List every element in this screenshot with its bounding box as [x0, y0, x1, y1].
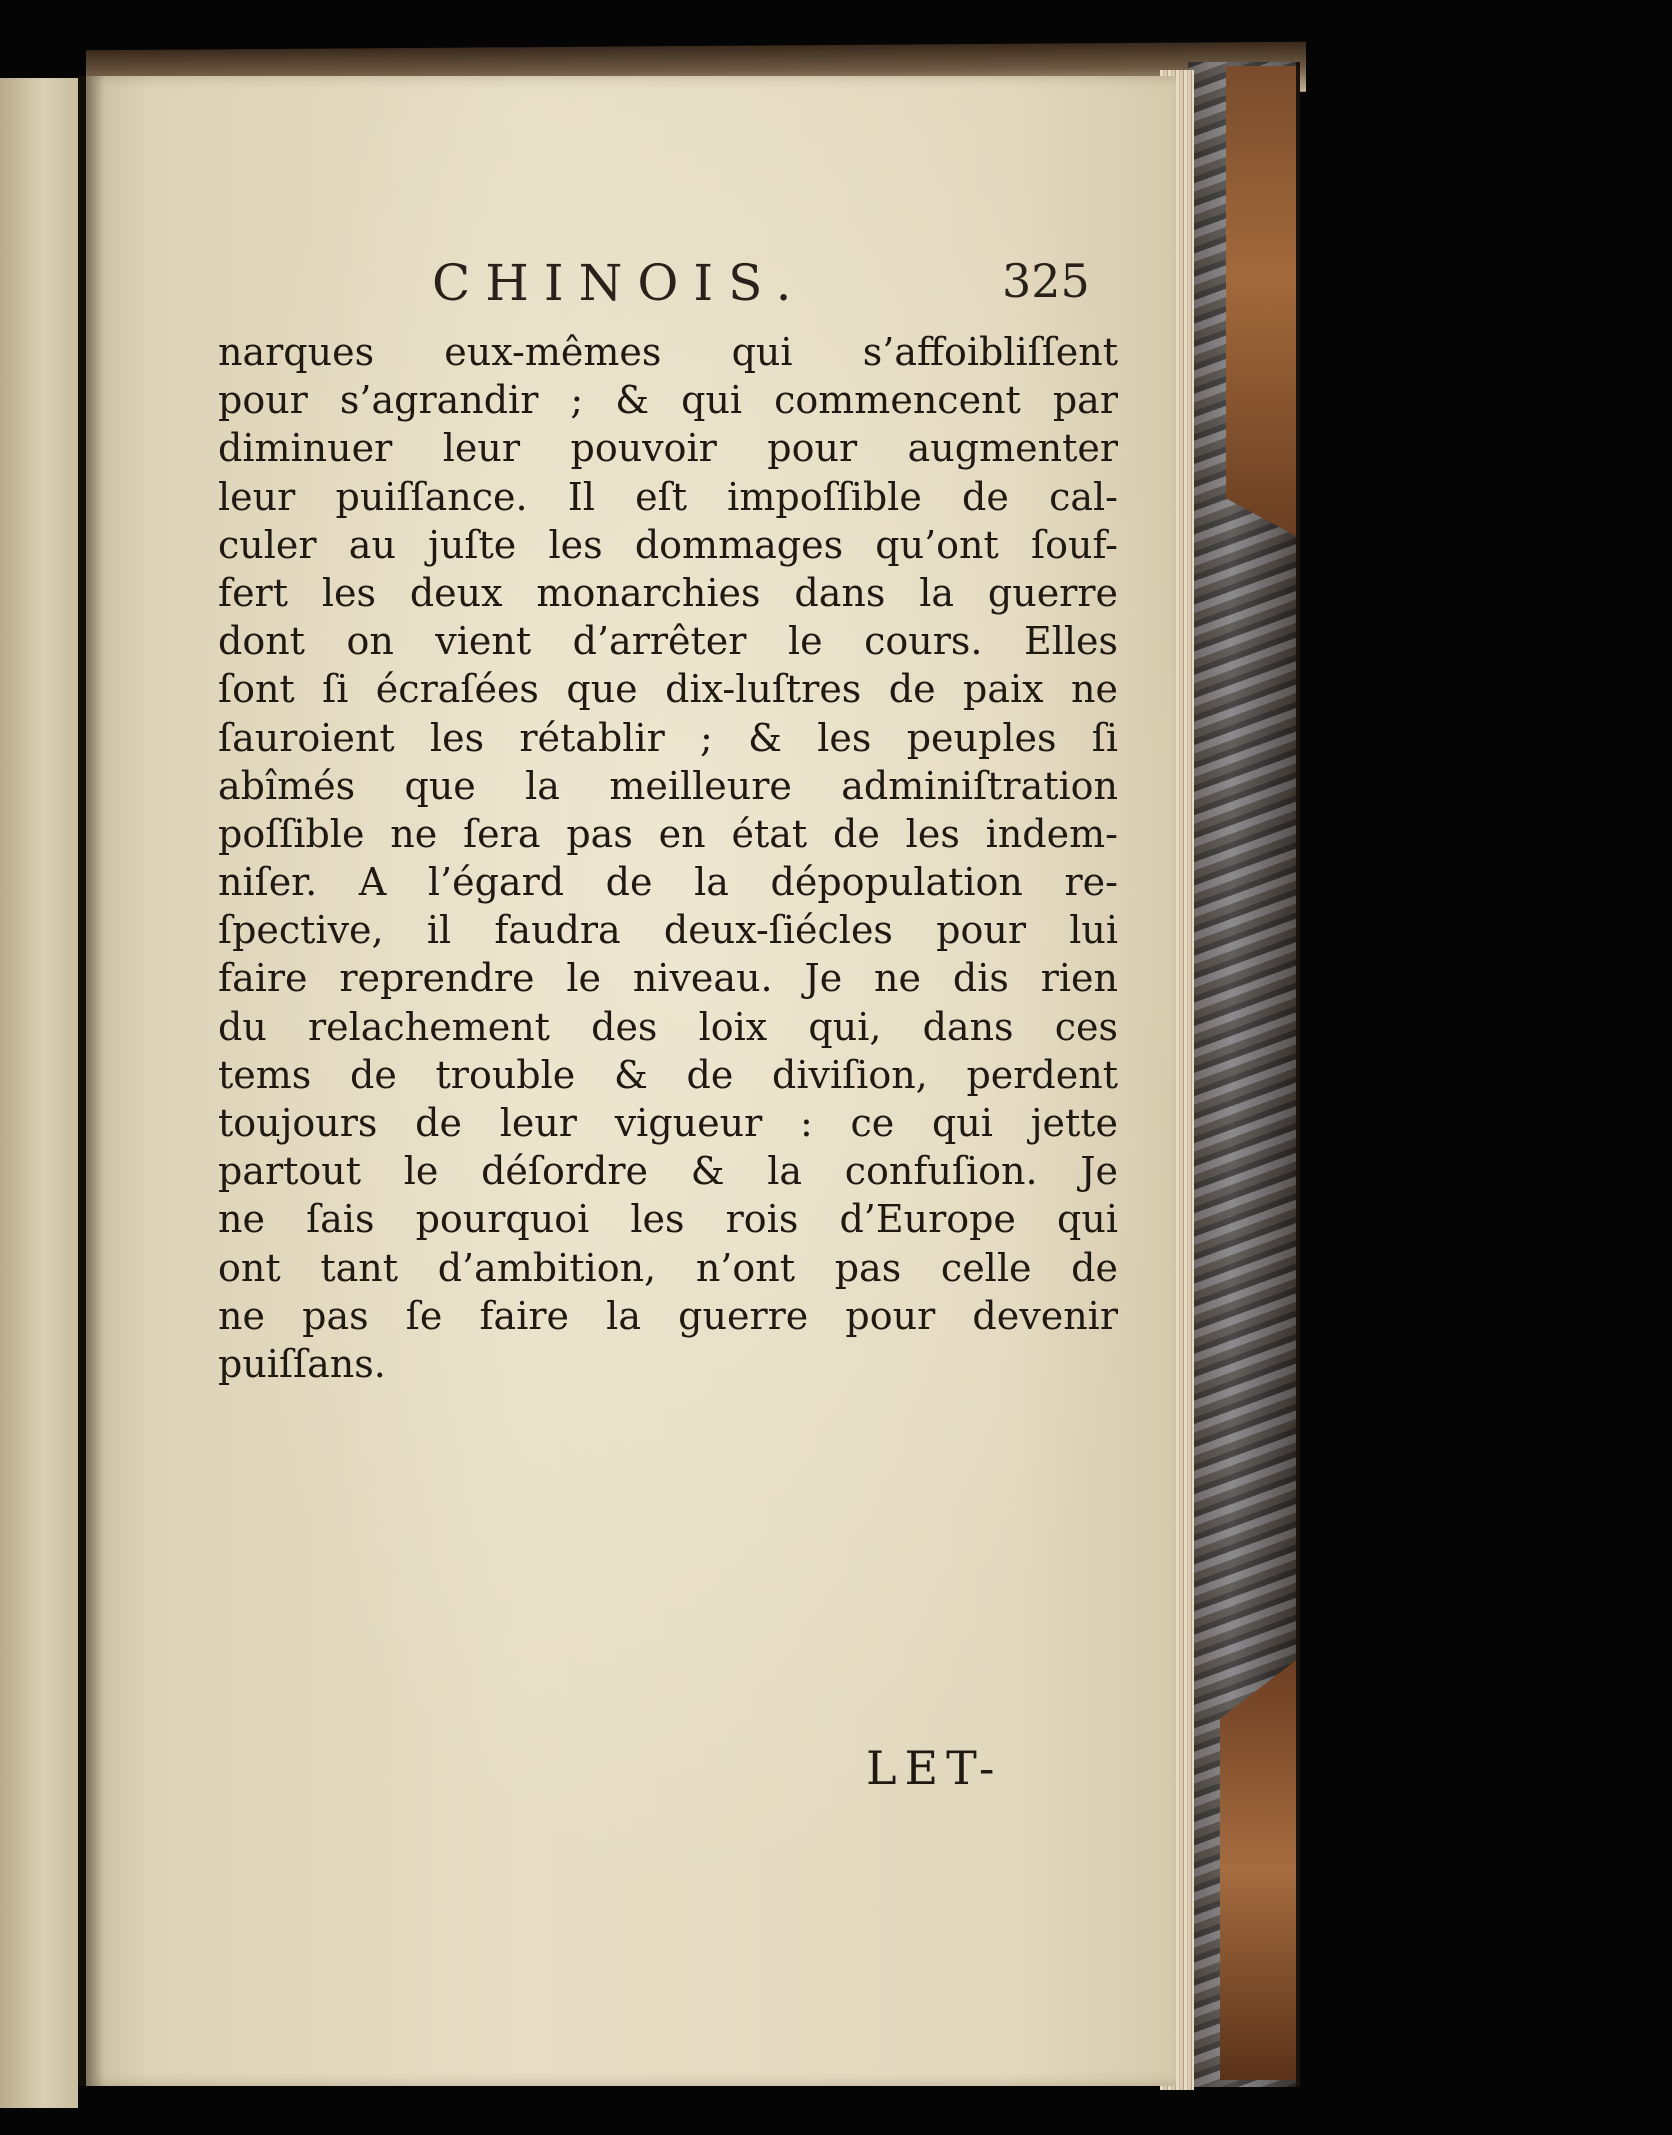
text-line: tems de trouble & de diviſion, perdent [218, 1052, 1118, 1097]
text-line: toujours de leur vigueur : ce qui jette [218, 1101, 1118, 1145]
text-line: faire reprendre le niveau. Je ne dis rien [218, 956, 1118, 1001]
leather-corner-bottom [1220, 1660, 1296, 2080]
text-line: pour s’agrandir ; & qui commencent par [218, 378, 1118, 423]
page-number: 325 [1002, 254, 1090, 308]
leather-corner-top [1226, 66, 1296, 536]
body-text [218, 328, 1118, 1388]
text-line: dont on vient d’arrêter le cours. Elles [218, 619, 1118, 664]
text-line: abîmés que la meilleure adminiſtration [218, 763, 1118, 808]
text-line: ne ſais pourquoi les rois d’Europe qui [218, 1197, 1118, 1242]
text-line: ſont ſi écraſées que dix-luſtres de paix ne [218, 667, 1118, 712]
running-title: CHINOIS. [432, 254, 807, 312]
text-line: culer au juſte les dommages qu’ont ſouf- [218, 522, 1118, 567]
text-line: ne pas ſe faire la guerre pour devenir [218, 1293, 1118, 1338]
text-line: leur puiſſance. Il eſt impoſſible de cal- [218, 474, 1118, 519]
page-header [86, 254, 1176, 334]
text-line: ont tant d’ambition, n’ont pas celle de [218, 1245, 1118, 1290]
reverse-side-show-through [206, 1441, 1126, 1881]
text-line: niſer. A l’égard de la dépopulation re- [218, 860, 1118, 905]
text-line: diminuer leur pouvoir pour augmenter [218, 426, 1118, 471]
text-line: ſpective, il faudra deux-ſiécles pour lui [218, 908, 1118, 953]
text-line: poſſible ne ſera pas en état de les indem- [218, 811, 1118, 856]
text-line: fert les deux monarchies dans la guerre [218, 570, 1118, 615]
text-line: ſauroient les rétablir ; & les peuples ſi [218, 715, 1118, 760]
text-line: du relachement des loix qui, dans ces [218, 1004, 1118, 1049]
catchword: LET- [866, 1741, 1003, 1795]
gutter-shadow [78, 76, 104, 2086]
text-line-last: puiſſans. [218, 1341, 386, 1386]
book-page [86, 76, 1176, 2086]
text-line: narques eux-mêmes qui s’affoibliſſent [218, 330, 1118, 374]
text-line: partout le déſordre & la confuſion. Je [218, 1149, 1118, 1194]
previous-page-edge [0, 78, 78, 2108]
